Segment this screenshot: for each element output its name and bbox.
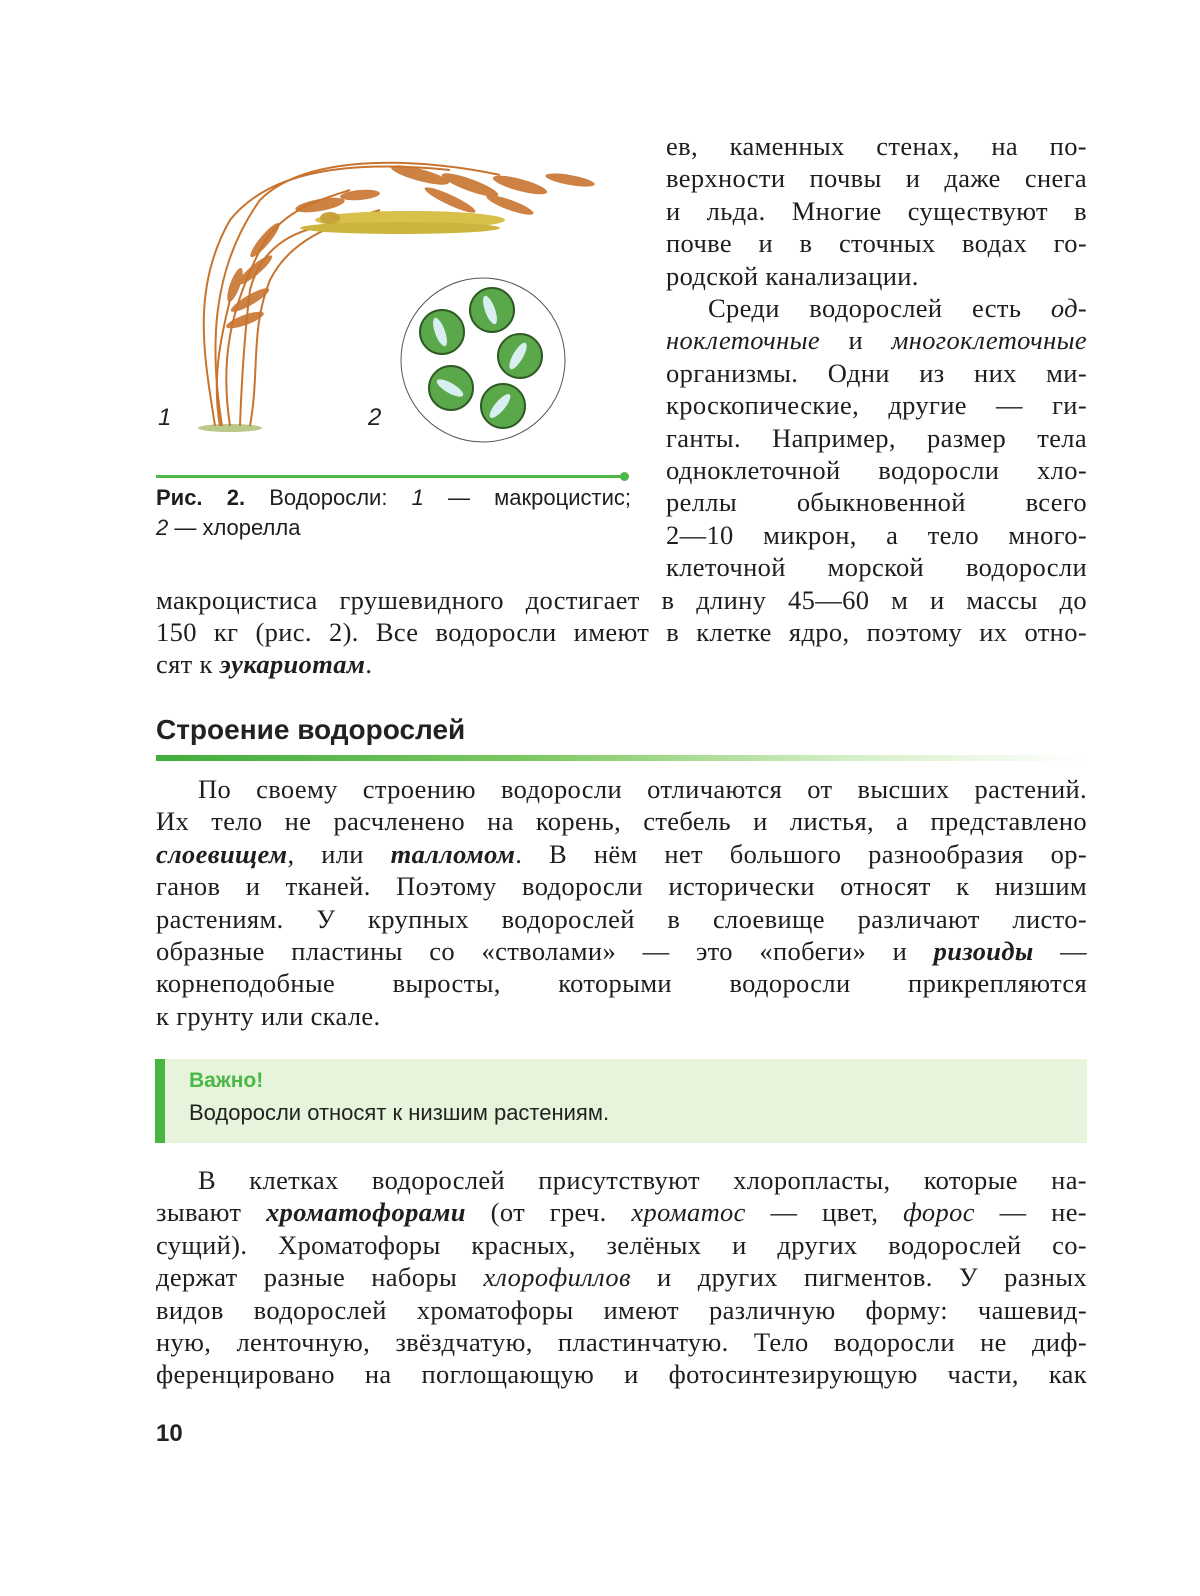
page-number: 10 <box>156 1420 183 1447</box>
text: сят к <box>156 649 220 680</box>
text: В клетках водорослей присутствуют хлоропласты, которые на- <box>198 1165 1087 1195</box>
text: и <box>820 325 892 356</box>
term-bold-italic: эукариотам <box>219 649 366 680</box>
figure-label-1: 1 <box>158 404 172 431</box>
text-line <box>156 773 1087 805</box>
text-line <box>666 130 1087 162</box>
text: макроцистиса грушевидного достигает в длину 45—60 м и массы до <box>156 584 1087 615</box>
text-line <box>156 903 1087 935</box>
text: верхности почвы и даже снега <box>666 163 1087 194</box>
italic-text: хроматос <box>631 1197 746 1228</box>
text: ганов и тканей. Поэтому водоросли исторически относят к низшим <box>156 871 1087 902</box>
text-line <box>156 1000 1087 1032</box>
important-note-title: Важно! <box>189 1069 264 1092</box>
text: одноклеточной водоросли хло- <box>666 455 1087 485</box>
italic-text: хлорофиллов <box>483 1262 631 1293</box>
text-line <box>666 486 1087 518</box>
text: держат разные наборы <box>156 1262 484 1293</box>
text-line <box>666 422 1087 454</box>
text: организмы. Одни из них ми- <box>666 357 1087 388</box>
italic-text: многоклеточные <box>891 325 1087 356</box>
text: зывают <box>156 1197 267 1228</box>
text: кроскопические, другие — ги- <box>666 390 1087 421</box>
text: ев, каменных стенах, на по- <box>666 131 1087 161</box>
important-note <box>155 1059 1087 1143</box>
text: 2—10 микрон, а тело много- <box>666 519 1087 550</box>
chlorella-icon <box>401 278 565 442</box>
macrocystis-yellow-fronds <box>300 211 505 234</box>
text: 150 кг (рис. 2). Все водоросли имеют в клетке ядро, поэтому их отно- <box>156 617 1087 647</box>
text-line <box>666 551 1087 583</box>
text-line <box>156 648 1087 680</box>
italic-text: 1 <box>411 485 424 510</box>
caption-line <box>156 513 631 543</box>
text-line <box>666 324 1087 356</box>
text-line <box>666 519 1087 551</box>
text: и льда. Многие существуют в <box>666 195 1087 226</box>
caption-rule-dot <box>620 472 629 481</box>
text-line <box>156 838 1087 870</box>
text-line <box>156 1196 1087 1228</box>
text: Среди водорослей есть <box>708 293 1051 323</box>
text-line <box>666 227 1087 259</box>
text: (от греч. <box>465 1197 632 1228</box>
text: ференцировано на поглощающую и фотосинтезирующую части, как <box>156 1359 1087 1390</box>
text-line <box>666 454 1087 486</box>
text: . В нём нет большого разнообразия ор- <box>515 838 1087 869</box>
text: ганты. Например, размер тела <box>666 422 1087 453</box>
caption-line <box>156 483 631 513</box>
text-line <box>156 1294 1087 1326</box>
important-note-text: Водоросли относят к низшим растениям. <box>189 1100 610 1125</box>
text: — <box>1033 936 1088 966</box>
text: Водоросли: <box>245 485 412 510</box>
text-line <box>156 1358 1087 1390</box>
text: к грунту или скале. <box>156 1000 381 1031</box>
text-line <box>666 292 1087 324</box>
text: По своему строению водоросли отличаются от высших растений. <box>198 774 1087 804</box>
text-line <box>156 805 1087 837</box>
text: — макроцистис; <box>423 485 631 510</box>
figure-label-2: 2 <box>368 404 382 431</box>
term-bold-italic: хроматофорами <box>266 1197 466 1228</box>
text-line <box>156 1326 1087 1358</box>
text: видов водорослей хроматофоры имеют различную форму: чашевид- <box>156 1294 1087 1325</box>
text: Их тело не расчленено на корень, стебель и листья, а представлено <box>156 806 1087 837</box>
text: корнеподобные выросты, которыми водоросли прикрепляются <box>156 968 1087 999</box>
text-line <box>666 162 1087 194</box>
text-line <box>156 935 1087 967</box>
heading-gradient-rule <box>156 755 1087 761</box>
text: растениям. У крупных водорослей в слоевище различают листо- <box>156 903 1087 934</box>
text: родской канализации. <box>666 260 919 291</box>
text-line <box>666 389 1087 421</box>
text-line <box>156 1229 1087 1261</box>
text: — не- <box>974 1197 1087 1228</box>
text: почве и в сточных водах го- <box>666 228 1087 259</box>
text-line <box>156 1261 1087 1293</box>
text: сущий). Хроматофоры красных, зелёных и других водорослей со- <box>156 1229 1087 1260</box>
text-line <box>156 616 1087 648</box>
text: — цвет, <box>745 1197 904 1228</box>
italic-text: од- <box>1050 293 1087 323</box>
bold-text: Рис. 2. <box>156 485 246 510</box>
text-line <box>156 1164 1087 1196</box>
text: , или <box>287 838 391 869</box>
text: — хлорелла <box>168 515 301 540</box>
text-line <box>156 967 1087 999</box>
section-heading: Строение водорослей <box>156 714 466 745</box>
text: образные пластины со «стволами» — это «побеги» и <box>156 936 934 966</box>
term-bold-italic: талломом <box>390 838 516 869</box>
text: и других пигментов. У разных <box>630 1262 1087 1293</box>
text-line <box>666 195 1087 227</box>
term-bold-italic: ризоиды <box>933 936 1034 966</box>
caption-rule <box>156 475 622 478</box>
algae-figure <box>150 130 650 450</box>
text: . <box>365 649 373 680</box>
italic-text: 2 <box>156 515 169 540</box>
text-line <box>156 584 1087 616</box>
macrocystis-chlorella-illustration <box>150 130 650 450</box>
text-line <box>666 357 1087 389</box>
italic-text: форос <box>903 1197 975 1228</box>
text-line <box>666 260 1087 292</box>
text: клеточной морской водоросли <box>666 552 1087 583</box>
term-bold-italic: слоевищем <box>156 838 288 869</box>
text-line <box>156 870 1087 902</box>
italic-text: ноклеточные <box>666 325 820 356</box>
text: реллы обыкновенной всего <box>666 487 1087 518</box>
important-note-bar <box>155 1059 165 1143</box>
text: ную, ленточную, звёздчатую, пластинчатую. Тело водоросли не диф- <box>156 1327 1087 1357</box>
